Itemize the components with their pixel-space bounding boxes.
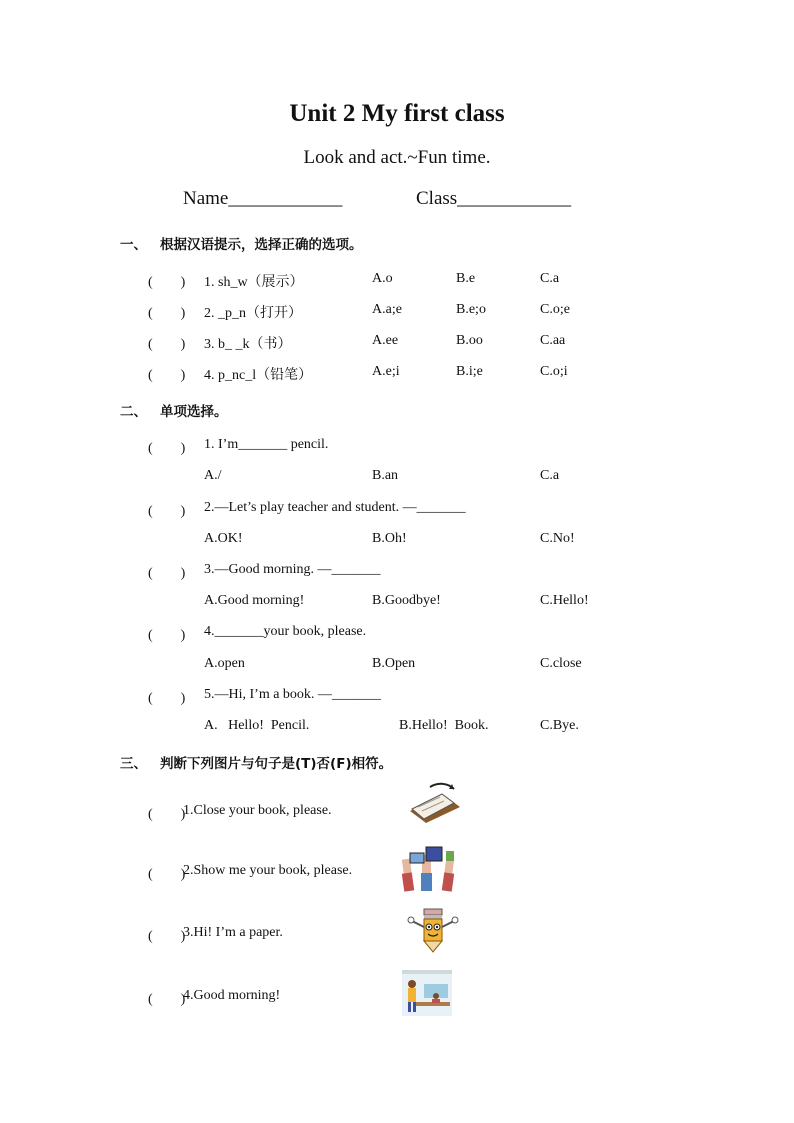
answer-blank[interactable]: ( ) [148,441,186,456]
open-book-icon [404,781,462,825]
option-a: A.open [204,656,245,671]
answer-blank[interactable]: ( ) [148,807,186,822]
option-b: B.e;o [456,302,486,317]
option-b: B.Open [372,656,416,671]
name-field[interactable]: Name____________ [183,188,343,209]
option-a: A. Hello! Pencil. [204,718,310,733]
section3-number: 三、 [120,756,147,772]
question-text: 3.—Good morning. —_______ [204,562,381,577]
option-b: B.e [456,271,476,286]
page-title: Unit 2 My first class [289,100,505,127]
option-b: B.Goodbye! [372,593,441,608]
option-c: C.a [540,468,560,483]
option-a: A.OK! [204,531,243,546]
statement-text: 4.Good morning! [183,988,281,1003]
page-subtitle: Look and act.~Fun time. [303,147,491,168]
option-c: C.No! [540,531,575,546]
option-c: C.o;i [540,364,568,379]
option-a: A.Good morning! [204,593,305,608]
section1-number: 一、 [120,237,147,253]
option-a: A./ [204,468,222,483]
question-text: 1. I’m_______ pencil. [204,437,329,452]
option-c: C.a [540,271,560,286]
option-c: C.Bye. [540,718,579,733]
question-text: 3. b_ _k（书） [204,337,292,352]
section1-heading: 根据汉语提示，选择正确的选项。 [160,237,363,253]
answer-blank[interactable]: ( ) [148,306,186,321]
option-a: A.a;e [372,302,402,317]
option-c: C.o;e [540,302,570,317]
class-field[interactable]: Class____________ [416,188,572,209]
option-c: C.Hello! [540,593,589,608]
question-text: 1. sh_w（展示） [204,275,304,290]
section2-heading: 单项选择。 [160,404,228,420]
question-text: 4._______your book, please. [204,624,367,639]
question-text: 2.—Let’s play teacher and student. —_______ [204,500,466,515]
answer-blank[interactable]: ( ) [148,867,186,882]
question-text: 2. _p_n（打开） [204,306,302,321]
option-b: B.i;e [456,364,483,379]
section3-heading: 判断下列图片与句子是(T)否(F)相符。 [160,756,393,772]
statement-text: 3.Hi! I’m a paper. [183,925,283,940]
option-b: B.an [372,468,399,483]
option-b: B.Hello! Book. [399,718,489,733]
option-a: A.o [372,271,393,286]
pencil-character-icon [404,905,462,953]
answer-blank[interactable]: ( ) [148,566,186,581]
question-text: 5.—Hi, I’m a book. —_______ [204,687,381,702]
statement-text: 1.Close your book, please. [183,803,332,818]
answer-blank[interactable]: ( ) [148,337,186,352]
option-c: C.close [540,656,582,671]
raised-hands-books-icon [402,845,460,893]
question-text: 4. p_nc_l（铅笔） [204,368,313,383]
option-b: B.oo [456,333,483,348]
section2-number: 二、 [120,404,147,420]
option-a: A.ee [372,333,399,348]
answer-blank[interactable]: ( ) [148,628,186,643]
statement-text: 2.Show me your book, please. [183,863,353,878]
answer-blank[interactable]: ( ) [148,992,186,1007]
answer-blank[interactable]: ( ) [148,275,186,290]
answer-blank[interactable]: ( ) [148,929,186,944]
answer-blank[interactable]: ( ) [148,368,186,383]
option-a: A.e;i [372,364,400,379]
answer-blank[interactable]: ( ) [148,691,186,706]
classroom-greeting-icon [402,970,452,1016]
option-b: B.Oh! [372,531,407,546]
option-c: C.aa [540,333,566,348]
answer-blank[interactable]: ( ) [148,504,186,519]
